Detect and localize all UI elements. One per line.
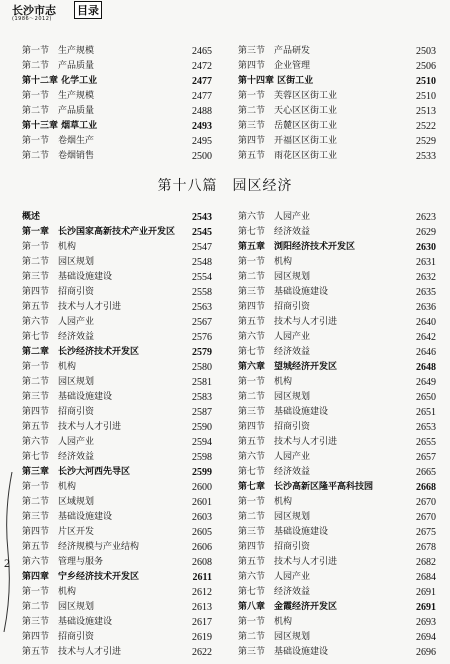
toc-entry-page: 2691 xyxy=(416,587,436,598)
toc-section-entry xyxy=(22,405,212,420)
toc-section-entry xyxy=(22,585,212,600)
toc-entry-page: 2640 xyxy=(416,317,436,328)
toc-entry-page: 2547 xyxy=(192,242,212,253)
toc-entry-page: 2579 xyxy=(192,347,212,358)
toc-section-entry xyxy=(238,555,436,570)
toc-entry-label: 第二节 园区规划 xyxy=(238,392,311,402)
toc-entry-label: 第六节 人园产业 xyxy=(238,212,311,222)
toc-entry-page: 2495 xyxy=(192,136,212,147)
toc-section-entry xyxy=(238,330,436,345)
toc-section-entry xyxy=(238,615,436,630)
toc-entry-label: 第二节 园区规划 xyxy=(238,512,311,522)
toc-entry-page: 2472 xyxy=(192,61,212,72)
toc-chapter-entry xyxy=(238,600,436,615)
toc-entry-label: 第一节 芙蓉区区街工业 xyxy=(238,91,338,101)
toc-entry-page: 2651 xyxy=(416,407,436,418)
toc-section-entry xyxy=(238,585,436,600)
toc-entry-label: 第三节 基础设施建设 xyxy=(238,527,329,537)
toc-chapter-entry xyxy=(22,465,212,480)
toc-section-entry xyxy=(238,134,436,149)
toc-section-entry xyxy=(22,240,212,255)
toc-entry-label: 第二节 产品质量 xyxy=(22,106,95,116)
toc-entry-label: 第四节 片区开发 xyxy=(22,527,95,537)
toc-entry-label: 第五节 技术与人才引进 xyxy=(238,557,338,567)
toc-section-entry xyxy=(22,450,212,465)
toc-entry-page: 2622 xyxy=(192,647,212,658)
toc-section-entry xyxy=(22,630,212,645)
toc-entry-label: 第十四章 区街工业 xyxy=(238,76,314,86)
toc-entry-page: 2694 xyxy=(416,632,436,643)
toc-section-entry xyxy=(238,465,436,480)
toc-chapter-entry xyxy=(22,225,212,240)
toc-entry-label: 第三节 基础设施建设 xyxy=(22,512,113,522)
toc-entry-page: 2646 xyxy=(416,347,436,358)
toc-entry-label: 第五节 经济规模与产业结构 xyxy=(22,542,140,552)
toc-entry-label: 第六节 人园产业 xyxy=(238,572,311,582)
toc-chapter-entry xyxy=(22,345,212,360)
toc-entry-page: 2603 xyxy=(192,512,212,523)
toc-entry-page: 2693 xyxy=(416,617,436,628)
toc-section-entry xyxy=(238,315,436,330)
toc-entry-label: 第三节 基础设施建设 xyxy=(238,287,329,297)
toc-entry-page: 2563 xyxy=(192,302,212,313)
toc-section-entry xyxy=(238,270,436,285)
toc-entry-label: 第一节 机构 xyxy=(238,377,293,387)
toc-section-entry xyxy=(22,255,212,270)
logo-title: 长沙市志 xyxy=(12,4,56,17)
toc-entry-page: 2598 xyxy=(192,452,212,463)
toc-entry-label: 第三节 产品研发 xyxy=(238,46,311,56)
toc-chapter-entry xyxy=(22,570,212,585)
toc-entry-label: 第一节 机构 xyxy=(22,242,77,252)
toc-entry-page: 2684 xyxy=(416,572,436,583)
logo-subtitle: (1986～2012) xyxy=(12,16,52,22)
toc-entry-label: 第四节 招商引资 xyxy=(22,632,95,642)
toc-entry-label: 第四节 招商引资 xyxy=(22,407,95,417)
toc-section-entry xyxy=(238,59,436,74)
toc-entry-label: 第一节 生产规模 xyxy=(22,46,95,56)
toc-entry-label: 第四节 招商引资 xyxy=(238,422,311,432)
toc-section-entry xyxy=(22,420,212,435)
toc-section-entry xyxy=(22,510,212,525)
toc-entry-label: 第七节 经济效益 xyxy=(238,467,311,477)
toc-section-entry xyxy=(238,255,436,270)
toc-entry-page: 2581 xyxy=(192,377,212,388)
toc-section-entry xyxy=(238,285,436,300)
toc-section-entry xyxy=(238,210,436,225)
toc-entry-page: 2691 xyxy=(416,602,436,613)
toc-entry-label: 第十二章 化学工业 xyxy=(22,76,98,86)
toc-entry-label: 第四节 招商引资 xyxy=(238,302,311,312)
toc-section-entry xyxy=(238,450,436,465)
part-title: 第十八篇 园区经济 xyxy=(157,178,293,194)
toc-entry-page: 2503 xyxy=(416,46,436,57)
toc-entry-page: 2606 xyxy=(192,542,212,553)
toc-entry-page: 2696 xyxy=(416,647,436,658)
toc-entry-label: 第三节 基础设施建设 xyxy=(238,407,329,417)
toc-section-entry xyxy=(238,495,436,510)
toc-entry-page: 2493 xyxy=(192,121,212,132)
toc-entry-page: 2605 xyxy=(192,527,212,538)
toc-section-entry xyxy=(22,480,212,495)
toc-entry-label: 第一节 机构 xyxy=(238,497,293,507)
toc-section-entry xyxy=(22,390,212,405)
toc-entry-page: 2587 xyxy=(192,407,212,418)
toc-section-entry xyxy=(238,630,436,645)
toc-entry-label: 第二节 园区规划 xyxy=(22,377,95,387)
toc-entry-label: 第五节 技术与人才引进 xyxy=(238,437,338,447)
toc-section-entry xyxy=(238,435,436,450)
toc-entry-page: 2670 xyxy=(416,512,436,523)
toc-section-entry xyxy=(238,44,436,59)
toc-section-entry xyxy=(22,149,212,164)
toc-entry-page: 2632 xyxy=(416,272,436,283)
toc-entry-label: 第三节 基础设施建设 xyxy=(22,272,113,282)
toc-entry-label: 第四节 招商引资 xyxy=(238,542,311,552)
toc-entry-label: 第七节 经济效益 xyxy=(238,227,311,237)
toc-section-entry xyxy=(238,225,436,240)
toc-entry-label: 第六章 望城经济开发区 xyxy=(238,362,338,372)
toc-section-entry xyxy=(22,525,212,540)
toc-entry-page: 2611 xyxy=(192,572,212,583)
toc-entry-page: 2567 xyxy=(192,317,212,328)
toc-section-entry xyxy=(22,375,212,390)
toc-entry-page: 2629 xyxy=(416,227,436,238)
toc-entry-label: 第二节 园区规划 xyxy=(238,272,311,282)
toc-entry-label: 第四章 宁乡经济技术开发区 xyxy=(22,572,140,582)
toc-entry-label: 第二章 长沙经济技术开发区 xyxy=(22,347,140,357)
toc-entry-label: 第六节 管理与服务 xyxy=(22,557,104,567)
toc-entry-label: 第一节 机构 xyxy=(22,587,77,597)
toc-entry-label: 第五节 技术与人才引进 xyxy=(238,317,338,327)
toc-entry-page: 2583 xyxy=(192,392,212,403)
toc-section-entry xyxy=(22,540,212,555)
toc-entry-page: 2558 xyxy=(192,287,212,298)
toc-entry-page: 2510 xyxy=(416,91,436,102)
toc-entry-page: 2599 xyxy=(192,467,212,478)
toc-section-entry xyxy=(238,540,436,555)
toc-entry-page: 2642 xyxy=(416,332,436,343)
toc-section-entry xyxy=(238,345,436,360)
toc-chapter-entry xyxy=(22,210,212,225)
toc-section-entry xyxy=(22,285,212,300)
toc-entry-label: 第二节 园区规划 xyxy=(22,602,95,612)
toc-entry-page: 2648 xyxy=(416,362,436,373)
toc-entry-page: 2580 xyxy=(192,362,212,373)
toc-entry-label: 第六节 人园产业 xyxy=(238,452,311,462)
toc-entry-page: 2682 xyxy=(416,557,436,568)
toc-section-entry xyxy=(22,435,212,450)
toc-entry-label: 概述 xyxy=(22,212,41,222)
toc-entry-page: 2619 xyxy=(192,632,212,643)
toc-entry-page: 2623 xyxy=(416,212,436,223)
toc-entry-label: 第六节 人园产业 xyxy=(22,317,95,327)
toc-entry-page: 2608 xyxy=(192,557,212,568)
toc-section-entry xyxy=(238,525,436,540)
toc-entry-label: 第七节 经济效益 xyxy=(238,347,311,357)
toc-chapter-entry xyxy=(238,360,436,375)
toc-section-entry xyxy=(238,104,436,119)
toc-entry-page: 2510 xyxy=(416,76,436,87)
toc-entry-page: 2635 xyxy=(416,287,436,298)
toc-section-entry xyxy=(22,645,212,660)
toc-entry-label: 第一节 机构 xyxy=(22,362,77,372)
toc-entry-page: 2477 xyxy=(192,76,212,87)
toc-chapter-entry xyxy=(22,74,212,89)
toc-entry-page: 2665 xyxy=(416,467,436,478)
toc-entry-label: 第七节 经济效益 xyxy=(22,452,95,462)
toc-entry-label: 第七节 经济效益 xyxy=(22,332,95,342)
toc-entry-label: 第五章 浏阳经济技术开发区 xyxy=(238,242,356,252)
toc-section-entry xyxy=(238,149,436,164)
margin-bracket xyxy=(2,472,14,632)
toc-entry-label: 第三节 基础设施建设 xyxy=(238,647,329,657)
toc-entry-label: 第一节 机构 xyxy=(238,257,293,267)
toc-entry-page: 2600 xyxy=(192,482,212,493)
header-logo xyxy=(12,2,172,24)
toc-entry-label: 第四节 企业管理 xyxy=(238,61,311,71)
toc-section-entry xyxy=(238,570,436,585)
toc-entry-label: 第二节 卷烟销售 xyxy=(22,151,95,161)
toc-entry-page: 2554 xyxy=(192,272,212,283)
toc-section-entry xyxy=(22,495,212,510)
toc-entry-page: 2655 xyxy=(416,437,436,448)
toc-chapter-entry xyxy=(22,119,212,134)
toc-section-entry xyxy=(22,555,212,570)
toc-entry-page: 2678 xyxy=(416,542,436,553)
toc-chapter-entry xyxy=(238,480,436,495)
toc-entry-page: 2612 xyxy=(192,587,212,598)
toc-entry-label: 第二节 天心区区街工业 xyxy=(238,106,338,116)
toc-entry-page: 2548 xyxy=(192,257,212,268)
toc-entry-label: 第七章 长沙高新区隆平高科技园 xyxy=(238,482,374,492)
toc-section-entry xyxy=(22,44,212,59)
toc-section-entry xyxy=(22,300,212,315)
toc-section-entry xyxy=(238,89,436,104)
toc-section-entry xyxy=(238,645,436,660)
toc-entry-page: 2657 xyxy=(416,452,436,463)
toc-entry-label: 第十三章 烟草工业 xyxy=(22,121,98,131)
toc-entry-page: 2631 xyxy=(416,257,436,268)
toc-entry-label: 第一节 机构 xyxy=(238,617,293,627)
toc-section-entry xyxy=(22,270,212,285)
toc-entry-label: 第三节 基础设施建设 xyxy=(22,392,113,402)
toc-entry-page: 2617 xyxy=(192,617,212,628)
toc-section-entry xyxy=(22,134,212,149)
toc-entry-page: 2477 xyxy=(192,91,212,102)
toc-entry-page: 2513 xyxy=(416,106,436,117)
toc-entry-label: 第三节 岳麓区区街工业 xyxy=(238,121,338,131)
toc-entry-page: 2506 xyxy=(416,61,436,72)
toc-chapter-entry xyxy=(238,240,436,255)
toc-entry-page: 2649 xyxy=(416,377,436,388)
toc-entry-page: 2529 xyxy=(416,136,436,147)
logo-box: 目录 xyxy=(74,1,102,19)
toc-entry-label: 第六节 人园产业 xyxy=(22,437,95,447)
toc-entry-page: 2590 xyxy=(192,422,212,433)
toc-entry-page: 2613 xyxy=(192,602,212,613)
toc-entry-page: 2594 xyxy=(192,437,212,448)
toc-entry-page: 2543 xyxy=(192,212,212,223)
toc-section-entry xyxy=(238,405,436,420)
page-number: 2 xyxy=(4,556,10,570)
toc-entry-label: 第二节 产品质量 xyxy=(22,61,95,71)
toc-section-entry xyxy=(238,510,436,525)
toc-section-entry xyxy=(238,420,436,435)
toc-entry-label: 第五节 技术与人才引进 xyxy=(22,647,122,657)
toc-entry-page: 2488 xyxy=(192,106,212,117)
toc-entry-page: 2670 xyxy=(416,497,436,508)
toc-entry-label: 第五节 技术与人才引进 xyxy=(22,302,122,312)
toc-entry-label: 第一节 机构 xyxy=(22,482,77,492)
toc-section-entry xyxy=(22,315,212,330)
toc-entry-label: 第三章 长沙大河西先导区 xyxy=(22,467,131,477)
toc-section-entry xyxy=(22,59,212,74)
toc-entry-page: 2522 xyxy=(416,121,436,132)
toc-section-entry xyxy=(22,615,212,630)
toc-entry-label: 第二节 园区规划 xyxy=(238,632,311,642)
toc-entry-label: 第六节 人园产业 xyxy=(238,332,311,342)
toc-entry-page: 2545 xyxy=(192,227,212,238)
toc-section-entry xyxy=(238,119,436,134)
toc-entry-page: 2630 xyxy=(416,242,436,253)
toc-entry-page: 2533 xyxy=(416,151,436,162)
toc-entry-page: 2601 xyxy=(192,497,212,508)
toc-entry-label: 第二节 园区规划 xyxy=(22,257,95,267)
toc-chapter-entry xyxy=(238,74,436,89)
toc-entry-label: 第五节 雨花区区街工业 xyxy=(238,151,338,161)
toc-entry-label: 第三节 基础设施建设 xyxy=(22,617,113,627)
toc-entry-label: 第一节 生产规模 xyxy=(22,91,95,101)
toc-entry-page: 2636 xyxy=(416,302,436,313)
toc-entry-page: 2653 xyxy=(416,422,436,433)
toc-entry-page: 2668 xyxy=(416,482,436,493)
toc-entry-label: 第八章 金霞经济开发区 xyxy=(238,602,338,612)
toc-entry-label: 第四节 开福区区街工业 xyxy=(238,136,338,146)
toc-entry-page: 2675 xyxy=(416,527,436,538)
toc-section-entry xyxy=(238,390,436,405)
toc-section-entry xyxy=(238,300,436,315)
toc-entry-label: 第五节 技术与人才引进 xyxy=(22,422,122,432)
toc-entry-page: 2650 xyxy=(416,392,436,403)
toc-entry-label: 第七节 经济效益 xyxy=(238,587,311,597)
toc-entry-page: 2576 xyxy=(192,332,212,343)
toc-section-entry xyxy=(22,104,212,119)
toc-entry-label: 第一节 卷烟生产 xyxy=(22,136,95,146)
toc-section-entry xyxy=(22,89,212,104)
toc-section-entry xyxy=(22,600,212,615)
toc-entry-label: 第二节 区域规划 xyxy=(22,497,95,507)
toc-section-entry xyxy=(22,330,212,345)
toc-section-entry xyxy=(22,360,212,375)
toc-section-entry xyxy=(238,375,436,390)
toc-entry-page: 2500 xyxy=(192,151,212,162)
toc-entry-label: 第一章 长沙国家高新技术产业开发区 xyxy=(22,227,176,237)
toc-entry-label: 第四节 招商引资 xyxy=(22,287,95,297)
toc-entry-page: 2465 xyxy=(192,46,212,57)
